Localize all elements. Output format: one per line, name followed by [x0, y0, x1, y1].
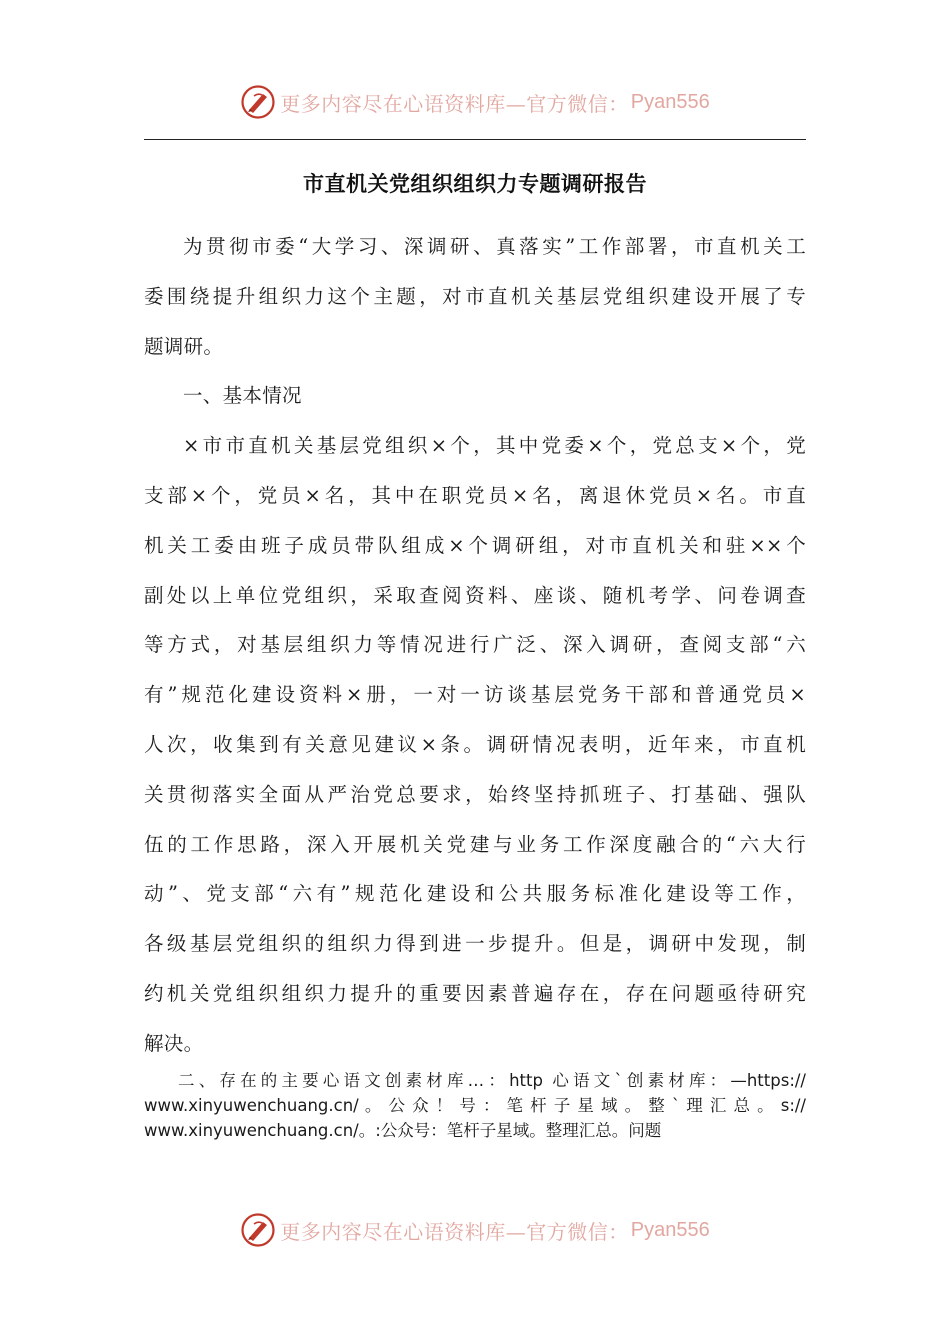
- banner-wechat-id: Pyan556: [630, 1218, 710, 1241]
- text-line: 约机关党组织组织力提升的重要因素普遍存在，存在问题亟待研究: [144, 981, 806, 1005]
- text-line: 人次，收集到有关意见建议×条。调研情况表明，近年来，市直机: [144, 732, 806, 756]
- header-rule: [144, 139, 806, 140]
- section1-paragraph: [144, 421, 806, 1068]
- text-line: 机关工委由班子成员带队组成×个调研组，对市直机关和驻××个: [144, 533, 806, 557]
- banner-text: 更多内容尽在心语资料库—官方微信：: [280, 91, 629, 116]
- text-line: 动”、党支部“六有”规范化建设和公共服务标准化建设等工作，: [144, 882, 806, 906]
- text-line: 委围绕提升组织力这个主题，对市直机关基层党组织建设开展了专: [144, 284, 806, 308]
- pen-logo-icon: [240, 84, 276, 120]
- text-line: 各级基层党组织的组织力得到进一步提升。但是，调研中发现，制: [144, 932, 806, 956]
- intro-paragraph: [144, 222, 806, 371]
- document-body: [144, 222, 806, 1069]
- text-line: 支部×个，党员×名，其中在职党员×名，离退休党员×名。市直: [144, 483, 806, 507]
- section2-paragraph: [144, 1068, 806, 1143]
- text-line: www.xinyuwenchuang.cn/。:公众号：笔杆子星域。整理汇总。问题: [144, 1121, 662, 1140]
- section1-heading: 一、基本情况: [183, 384, 302, 408]
- section-heading: [144, 371, 806, 421]
- text-line: 二、存在的主要心语文创素材库…：http 心语文`创素材库：—https://: [178, 1071, 806, 1090]
- text-line: 副处以上单位党组织，采取查阅资料、座谈、随机考学、问卷调查: [144, 583, 806, 607]
- banner-text: 更多内容尽在心语资料库—官方微信：: [280, 1219, 629, 1244]
- text-line: www.xinyuwenchuang.cn/ 。 公 众 ！ 号 ： 笔 杆 子 星 域 。 整 ` 理 汇 总 。 s://: [144, 1096, 806, 1115]
- text-line: 关贯彻落实全面从严治党总要求，始终坚持抓班子、打基础、强队: [144, 782, 806, 806]
- footer-watermark-banner: [0, 1208, 950, 1252]
- text-line: ×市市直机关基层党组织×个，其中党委×个，党总支×个，党: [183, 434, 806, 458]
- text-line: 题调研。: [144, 334, 224, 358]
- banner-wechat-id: Pyan556: [630, 90, 710, 113]
- text-line: 解决。: [144, 1031, 204, 1055]
- text-line: 伍的工作思路，深入开展机关党建与业务工作深度融合的“六大行: [144, 832, 806, 856]
- pen-logo-icon: [240, 1212, 276, 1248]
- text-line: 为贯彻市委“大学习、深调研、真落实”工作部署，市直机关工: [183, 235, 806, 258]
- header-watermark-banner: [0, 80, 950, 124]
- text-line: 等方式，对基层组织力等情况进行广泛、深入调研，查阅支部“六: [144, 633, 806, 657]
- document-title: 市直机关党组织组织力专题调研报告: [303, 172, 647, 196]
- text-line: 有”规范化建设资料×册，一对一访谈基层党务干部和普通党员×: [144, 683, 806, 707]
